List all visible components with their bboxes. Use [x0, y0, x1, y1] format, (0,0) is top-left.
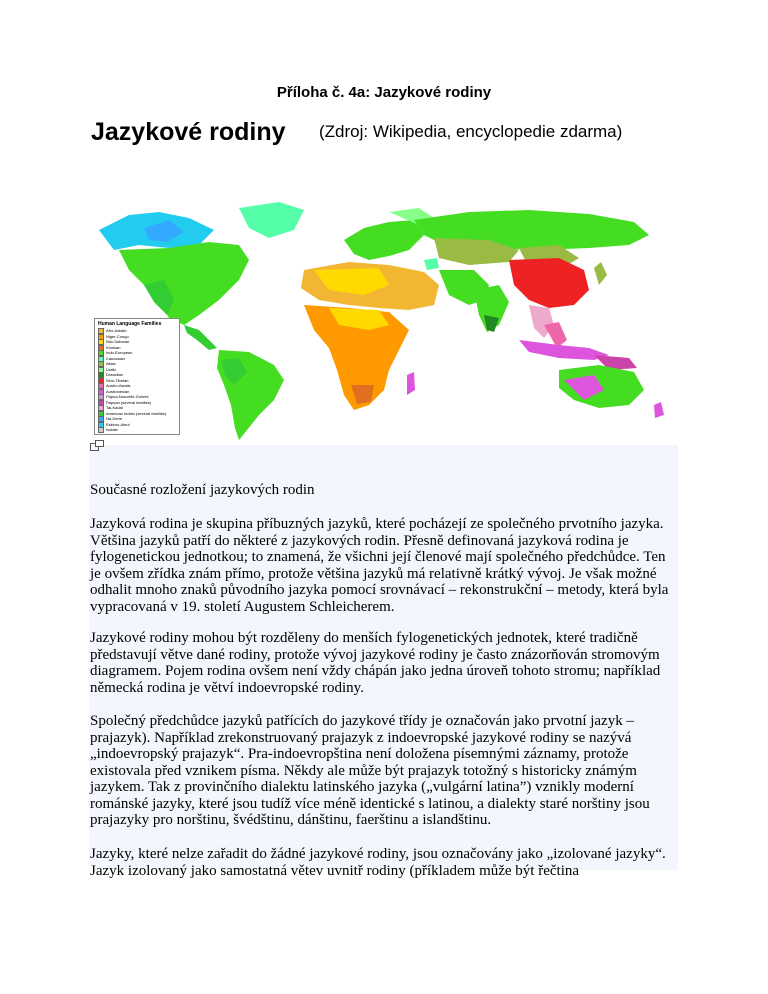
legend-item: [98, 411, 166, 416]
legend-item: [98, 378, 129, 383]
legend-label: Afro-Asiatic: [106, 328, 127, 333]
legend-item: [98, 422, 130, 427]
paragraph-protolanguage: Společný předchůdce jazyků patřících do jazykové třídy je označován jako prvotní jazyk – prajazyk). Například zrekonstruovaný prajazyk z indoevropské jazykové rodiny se nazývá „indoevropský prajazyk“. Pra-indoevropština není doložena písemnými záznamy, protože existovala před vznikem písma. Někdy ale může být prajazyk totožný s historicky známým jazykem. Tak z provinčního dialektu latinského jazyka („vulgární latina”) vznikly moderní románské jazyky, které jsou tudíž více méně identické s latinou, a dialekty staré norštiny jsou prajazyky pro norštinu, švédštinu, dánštinu, faerštinu a islandštinu.: [90, 713, 650, 828]
legend-item: [98, 372, 123, 377]
legend-label: Nilo-Saharan: [106, 339, 130, 344]
paragraph-isolates: Jazyky, které nelze zařadit do žádné jazykové rodiny, jsou označovány jako „izolované jazyky“. Jazyk izolovaný jako samostatná větev uvnitř rodiny (příkladem může být řečtina: [90, 846, 666, 879]
legend-item: [98, 345, 120, 350]
paragraph-definition: Jazyková rodina je skupina příbuzných jazyků, které pocházejí ze společného prvotního jazyka. Většina jazyků patří do některé z jazykových rodin. Přesně definovaná jazyková rodina je fylogenetickou jednotkou; to znamená, že všichni její členové mají společného předchůdce. Ten je ovšem zřídka znám přímo, protože většina jazyků má relativně krátký vývoj. Je však možné odhalit mnoho znaků původního jazyka pomocí srovnávací – rekonstrukční – metody, která byla vypracovaná v 19. století Augustem Schleicherem.: [90, 516, 669, 615]
legend-label: Khoisan: [106, 344, 121, 350]
legend-label: Indo-European: [106, 350, 133, 355]
legend-item: [98, 350, 132, 355]
legend-label: Austronesian: [106, 388, 130, 394]
legend-label: Sino-Tibetan: [106, 377, 129, 383]
legend-item: [98, 427, 118, 432]
legend-item: [98, 394, 149, 399]
annex-title: Příloha č. 4a: Jazykové rodiny: [276, 84, 492, 101]
language-families-map[interactable]: [89, 190, 678, 445]
legend-item: [98, 328, 126, 333]
legend-label: Papua-Nouvelle-Guinée: [106, 394, 149, 399]
legend-swatch: [98, 427, 104, 433]
source-note: (Zdroj: Wikipedia, encyclopedie zdarma): [319, 122, 623, 141]
legend-label: Altaic: [106, 361, 116, 366]
legend-label: Isolate: [106, 427, 118, 432]
legend-label: Uralic: [106, 366, 117, 372]
legend-item: [98, 400, 151, 405]
legend-label: Dravidian: [106, 372, 123, 377]
legend-item: [98, 416, 122, 421]
legend-label: American Indian (several families): [106, 410, 167, 416]
legend-label: Tai-Kadai: [106, 405, 123, 410]
page-title: Jazykové rodiny: [91, 118, 286, 146]
legend-item: [98, 356, 125, 361]
paragraph-branches: Jazykové rodiny mohou být rozděleny do menších fylogenetických jednotek, které tradičně představují větve dané rodiny, protože vývoj jazykové rodiny je často znázorňován stromovým diagramem. Pojem rodina ovšem není vždy chápán jako jedna úroveň tohoto stromu; například německá rodina je větví indoevropské rodiny.: [90, 630, 661, 696]
article-panel: [89, 190, 678, 879]
map-caption: Současné rozložení jazykových rodin: [90, 482, 315, 498]
map-legend: [94, 318, 180, 435]
legend-label: Papuan (several families): [106, 399, 152, 405]
legend-item: [98, 334, 129, 339]
legend-item: [98, 339, 129, 344]
enlarge-icon[interactable]: [90, 440, 104, 451]
legend-item: [98, 361, 116, 366]
heading-row: [91, 118, 691, 147]
legend-item: [98, 389, 129, 394]
legend-title: Human Language Families: [98, 321, 162, 327]
legend-item: [98, 367, 116, 372]
legend-label: Eskimo-Aleut: [106, 421, 130, 427]
legend-label: Austro-Asiatic: [106, 383, 131, 388]
legend-item: [98, 383, 131, 388]
legend-label: Caucasian: [106, 355, 125, 361]
legend-item: [98, 405, 123, 410]
legend-label: Na-Dene: [106, 416, 123, 421]
legend-label: Niger-Congo: [106, 333, 129, 339]
